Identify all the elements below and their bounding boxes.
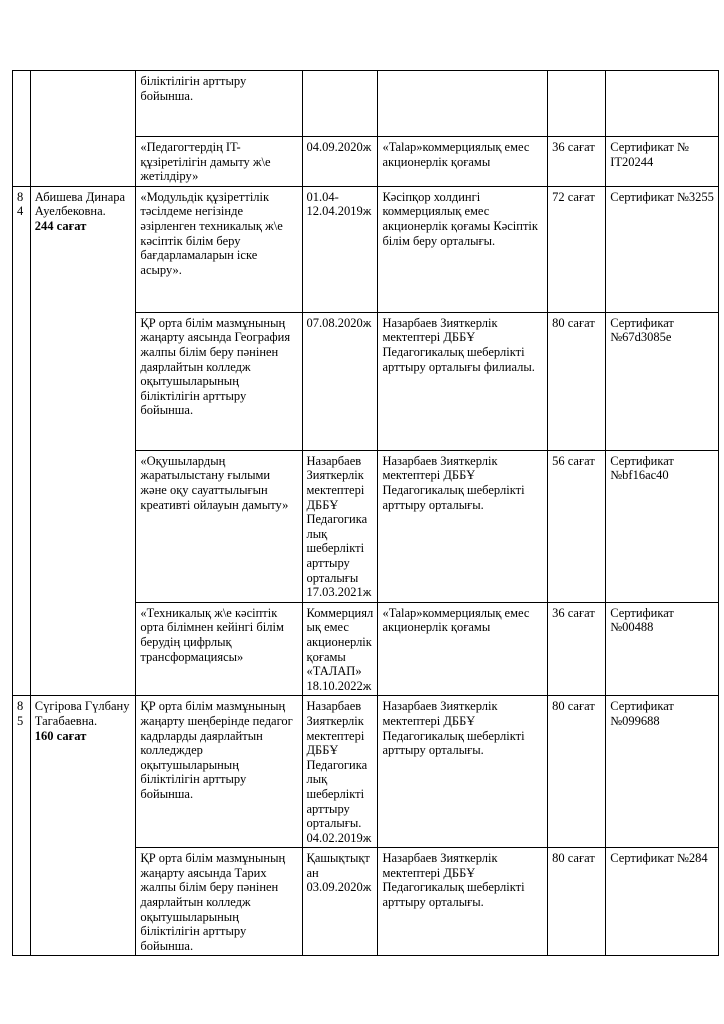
organization-cell: Назарбаев Зияткерлік мектептері ДББҰ Педагогикалық шеберлікті арттыру орталығы. (378, 848, 548, 956)
date-cell: Назарбаев Зияткерлік мектептері ДББҰ Педагогикалық шеберлікті арттыру орталығы. 04.02.2019ж (302, 696, 378, 848)
hours-cell (548, 71, 606, 137)
teacher-name: Сүгірова Гүлбану Тагабаевна. (34, 699, 130, 728)
total-hours: 244 сағат (34, 218, 87, 233)
hours-cell: 80 сағат (548, 312, 606, 450)
organization-cell: Назарбаев Зияткерлік мектептері ДББҰ Педагогикалық шеберлікті арттыру орталығы. (378, 450, 548, 602)
row-number-cell: 85 (13, 696, 31, 956)
date-cell (302, 71, 378, 137)
course-cell: ҚР орта білім мазмұнының жаңарту шеңберінде педагог кадрларды даярлайтын колледждер оқытушыларының біліктілігін арттыру бойынша. (136, 696, 302, 848)
table-row (13, 71, 719, 137)
hours-cell: 36 сағат (548, 137, 606, 187)
training-table (12, 70, 719, 956)
table-row (13, 696, 719, 848)
date-cell: 04.09.2020ж (302, 137, 378, 187)
certificate-cell: Сертификат №099688 (606, 696, 719, 848)
certificate-cell: Сертификат № IT20244 (606, 137, 719, 187)
certificate-cell: Сертификат №284 (606, 848, 719, 956)
course-cell: «Оқушылардың жаратылыстану ғылыми және оқу сауаттылығын креативті ойлауын дамыту» (136, 450, 302, 602)
date-cell: 07.08.2020ж (302, 312, 378, 450)
hours-cell: 80 сағат (548, 848, 606, 956)
teacher-name: Абишева Динара Ауелбековна. (34, 189, 126, 219)
organization-cell: Кәсіпқор холдингі коммерциялық емес акционерлік қоғамы Кәсіптік білім беру орталығы. (378, 186, 548, 312)
organization-cell: «Talap»коммерциялық емес акционерлік қоғамы (378, 137, 548, 187)
course-cell: ҚР орта білім мазмұнының жаңарту аясында Тарих жалпы білім беру пәнінен даярлайтын колледж оқытушыларының біліктілігін арттыру бойынша. (136, 848, 302, 956)
teacher-name-cell (30, 71, 136, 187)
organization-cell: «Talap»коммерциялық емес акционерлік қоғамы (378, 602, 548, 696)
date-cell: Назарбаев Зияткерлік мектептері ДББҰ Педагогикалық шеберлікті арттыру орталығы 17.03.2021ж (302, 450, 378, 602)
organization-cell: Назарбаев Зияткерлік мектептері ДББҰ Педагогикалық шеберлікті арттыру орталығы филиалы. (378, 312, 548, 450)
teacher-name-cell (30, 186, 136, 696)
course-cell: ҚР орта білім мазмұнының жаңарту аясында География жалпы білім беру пәнінен даярлайтын колледж оқытушыларының біліктілігін арттыру бойынша. (136, 312, 302, 450)
certificate-cell (606, 71, 719, 137)
row-number-cell (13, 71, 31, 187)
table-row (13, 186, 719, 312)
certificate-cell: Сертификат №67d3085e (606, 312, 719, 450)
certificate-cell: Сертификат №bf16ac40 (606, 450, 719, 602)
course-cell: «Модульдік құзіреттілік тәсілдеме негізінде әзірленген техникалық ж\е кәсіптік білім беру бағдарламаларын іске асыру». (136, 186, 302, 312)
certificate-cell: Сертификат №3255 (606, 186, 719, 312)
date-cell: Қашықтықтан 03.09.2020ж (302, 848, 378, 956)
hours-cell: 36 сағат (548, 602, 606, 696)
organization-cell: Назарбаев Зияткерлік мектептері ДББҰ Педагогикалық шеберлікті арттыру орталығы. (378, 696, 548, 848)
hours-cell: 56 сағат (548, 450, 606, 602)
course-cell: «Педагогтердің IT-құзіретілігін дамыту ж\е жетілдіру» (136, 137, 302, 187)
certificate-cell: Сертификат №00488 (606, 602, 719, 696)
row-number-cell: 84 (13, 186, 31, 696)
date-cell: Коммерциялық емес акционерлік қоғамы «ТАЛАП» 18.10.2022ж (302, 602, 378, 696)
course-cell: «Техникалық ж\е кәсіптік орта білімнен кейінгі білім берудің цифрлық трансформациясы» (136, 602, 302, 696)
organization-cell (378, 71, 548, 137)
total-hours: 160 сағат (34, 728, 87, 743)
course-cell: біліктілігін арттыру бойынша. (136, 71, 302, 137)
teacher-name-cell (30, 696, 136, 956)
hours-cell: 72 сағат (548, 186, 606, 312)
date-cell: 01.04-12.04.2019ж (302, 186, 378, 312)
hours-cell: 80 сағат (548, 696, 606, 848)
